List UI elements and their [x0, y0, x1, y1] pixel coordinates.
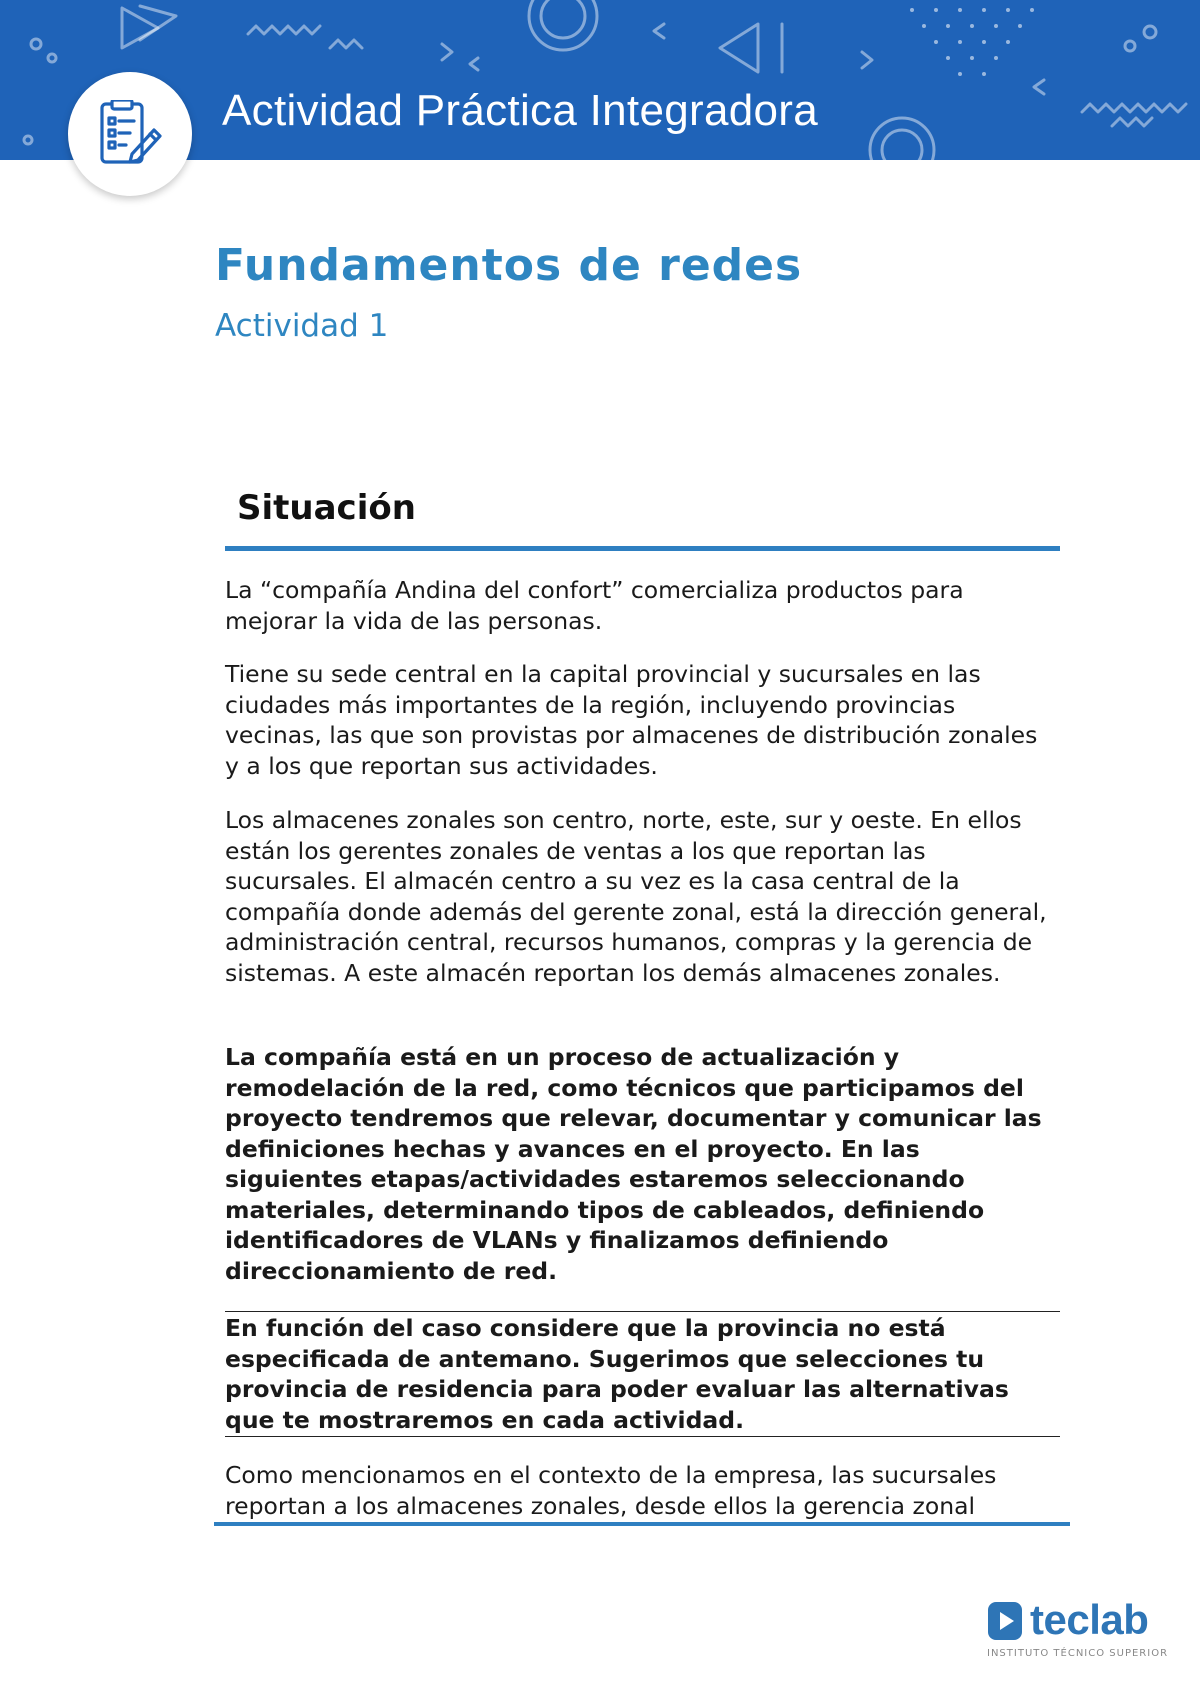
play-icon — [986, 1600, 1026, 1644]
paragraph-project: La compañía está en un proceso de actualización y remodelación de la red, como técnicos que participamos del proyecto tendremos que relevar, documentar y comunicar las definiciones hechas y avances en el proyecto. En las siguientes etapas/actividades estaremos seleccionando materiales, determinando tipos de cableados, definiendo identificadores de VLANs y finalizamos definiendo direccionamiento de red. — [225, 1043, 1042, 1285]
paragraph-context: Como mencionamos en el contexto de la empresa, las sucursales reportan a los almacenes zonales, desde ellos la gerencia zonal — [225, 1461, 997, 1520]
note-bottom-rule — [225, 1436, 1060, 1437]
section-heading-rule — [225, 546, 1060, 551]
banner-title: Actividad Práctica Integradora — [222, 86, 818, 135]
paragraph-headquarters: Tiene su sede central en la capital provincial y sucursales en las ciudades más importantes de la región, incluyendo provincias vecinas, las que son provistas por almacenes de distribución zonales y a los que reportan sus actividades. — [225, 660, 1038, 780]
section-heading: Situación — [237, 488, 416, 528]
document-edit-icon — [98, 100, 162, 168]
note-top-rule — [225, 1311, 1060, 1312]
paragraph-warehouses: Los almacenes zonales son centro, norte, este, sur y oeste. En ellos están los gerentes zonales de ventas a los que reportan las sucursales. El almacén centro a su vez es la casa central de la compañía donde además del gerente zonal, está la dirección general, administración central, recursos humanos, compras y la gerencia de sistemas. A este almacén reportan los demás almacenes zonales. — [225, 806, 1047, 987]
paragraph-intro: La “compañía Andina del confort” comercializa productos para mejorar la vida de las personas. — [225, 576, 964, 635]
paragraph-province-note: En función del caso considere que la provincia no está especificada de antemano. Sugerimos que selecciones tu provincia de residencia para poder evaluar las alternativas que te mostraremos en cada actividad. — [225, 1314, 1009, 1434]
content-bottom-rule — [214, 1522, 1070, 1526]
document-title: Fundamentos de redes — [215, 240, 803, 291]
activity-badge — [68, 72, 192, 196]
logo-wordmark: teclab — [1030, 1596, 1149, 1643]
document-subtitle: Actividad 1 — [215, 308, 389, 344]
logo-tagline: INSTITUTO TÉCNICO SUPERIOR — [987, 1648, 1169, 1659]
